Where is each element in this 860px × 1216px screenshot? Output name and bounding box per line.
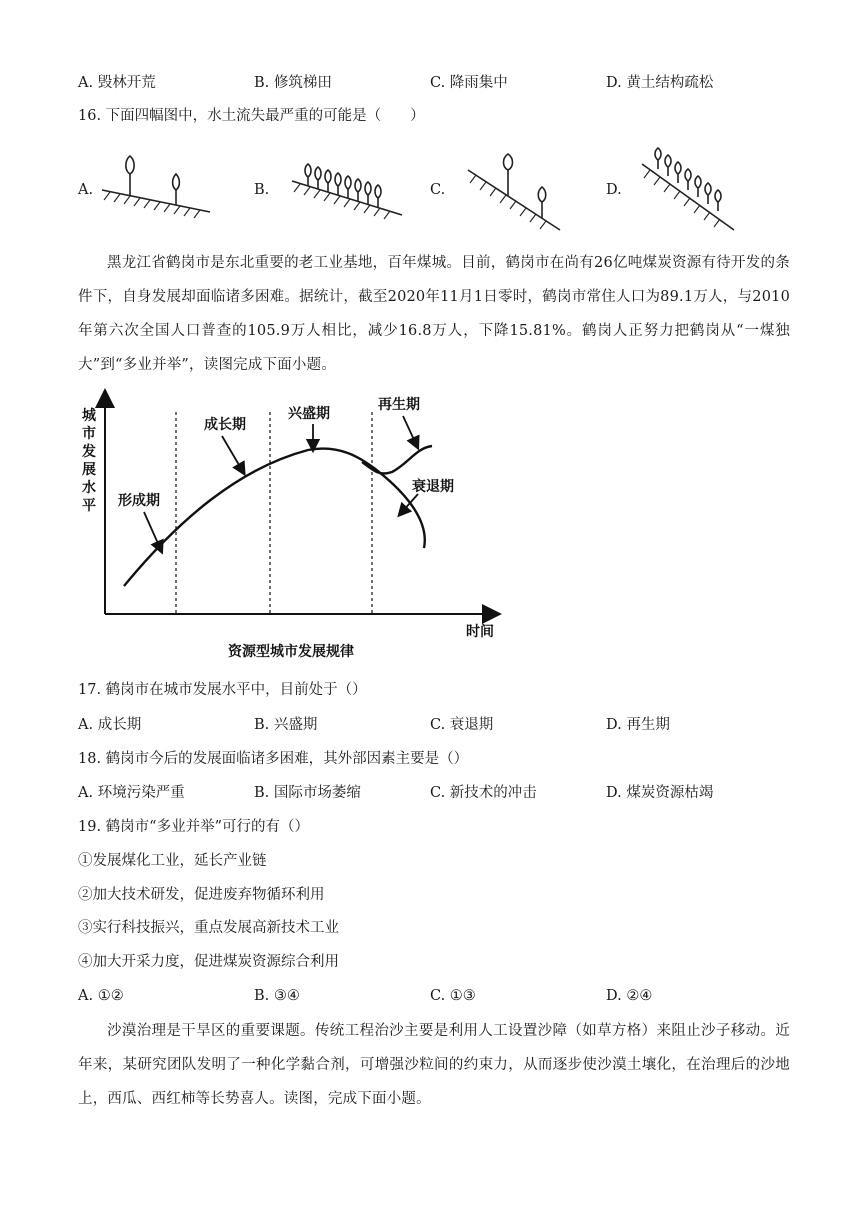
q15-option-a: A. 毁林开荒 — [78, 75, 156, 91]
q19-item-1: ①发展煤化工业，延长产业链 — [78, 853, 267, 869]
city-development-figure — [70, 388, 510, 668]
arrow-formation — [144, 512, 160, 548]
q16-label-a: A. — [78, 182, 94, 198]
q19-question: 19. 鹤岗市“多业并举”可行的有（） — [78, 819, 309, 835]
q18-option-d: D. 煤炭资源枯竭 — [606, 785, 714, 801]
stage-label-decline: 衰退期 — [412, 479, 454, 495]
q17-option-a: A. 成长期 — [78, 717, 142, 733]
stage-label-growth: 成长期 — [204, 417, 246, 433]
passage-hegang-text: 黑龙江省鹤岗市是东北重要的老工业基地，百年煤城。目前，鹤岗市在尚有26亿吨煤炭资源有待开发的条件下，自身发展却面临诸多困难。据统计，截至2020年11月1日零时，鹤岗市常住人口为89.1万人，与2010年第六次全国人口普查的105.9万人相比，减少16.8万人，下降15.81%。鹤岗人正努力把鹤岗从“一煤独大”到“多业并举”，读图完成下面小题。 — [78, 255, 790, 373]
q19-option-b: B. ③④ — [254, 988, 300, 1004]
stage-label-formation: 形成期 — [118, 493, 160, 509]
q16-label-b: B. — [254, 182, 270, 198]
q19-option-c: C. ①③ — [430, 988, 476, 1004]
q17-option-c: C. 衰退期 — [430, 717, 494, 733]
q16-label-c: C. — [430, 182, 446, 198]
q19-item-2: ②加大技术研发，促进废弃物循环利用 — [78, 887, 325, 903]
q18-option-c: C. 新技术的冲击 — [430, 785, 537, 801]
q15-option-b: B. 修筑梯田 — [254, 75, 332, 91]
development-curve — [124, 449, 425, 586]
slope-figure-c — [462, 150, 572, 235]
passage-desert-text: 沙漠治理是干旱区的重要课题。传统工程治沙主要是利用人工设置沙障（如草方格）来阻止沙子移动。近年来，某研究团队发明了一种化学黏合剂，可增强沙粒间的约束力，从而逐步使沙漠土壤化，在治理后的沙地上，西瓜、西红柿等长势喜人。读图，完成下面小题。 — [78, 1023, 790, 1107]
q15-option-d: D. 黄土结构疏松 — [606, 75, 714, 91]
q19-item-3: ③实行科技振兴，重点发展高新技术工业 — [78, 920, 339, 936]
q19-option-d: D. ②④ — [606, 988, 653, 1004]
x-axis-label: 时间 — [466, 624, 494, 640]
passage-desert — [78, 1014, 790, 1116]
stage-label-regeneration: 再生期 — [378, 397, 420, 413]
q17-question: 17. 鹤岗市在城市发展水平中，目前处于（） — [78, 682, 367, 698]
slope-figure-a — [98, 150, 218, 225]
arrow-regeneration — [403, 416, 416, 444]
q18-question: 18. 鹤岗市今后的发展面临诸多困难，其外部因素主要是（） — [78, 751, 469, 767]
q16-label-d: D. — [606, 182, 622, 198]
q18-option-b: B. 国际市场萎缩 — [254, 785, 361, 801]
arrow-growth — [222, 436, 242, 470]
passage-hegang — [78, 246, 790, 382]
q17-option-b: B. 兴盛期 — [254, 717, 318, 733]
q17-option-d: D. 再生期 — [606, 717, 670, 733]
q19-item-4: ④加大开采力度，促进煤炭资源综合利用 — [78, 954, 339, 970]
slope-figure-d — [636, 142, 746, 237]
y-axis-label-text: 城市发展水平 — [82, 408, 96, 514]
q18-option-a: A. 环境污染严重 — [78, 785, 185, 801]
q16-question: 16. 下面四幅图中，水土流失最严重的可能是（ ） — [78, 108, 425, 124]
slope-figure-b — [288, 155, 408, 225]
q19-option-a: A. ①② — [78, 988, 124, 1004]
q15-option-c: C. 降雨集中 — [430, 75, 508, 91]
figure-caption: 资源型城市发展规律 — [228, 644, 354, 660]
stage-label-prosperity: 兴盛期 — [288, 406, 330, 422]
